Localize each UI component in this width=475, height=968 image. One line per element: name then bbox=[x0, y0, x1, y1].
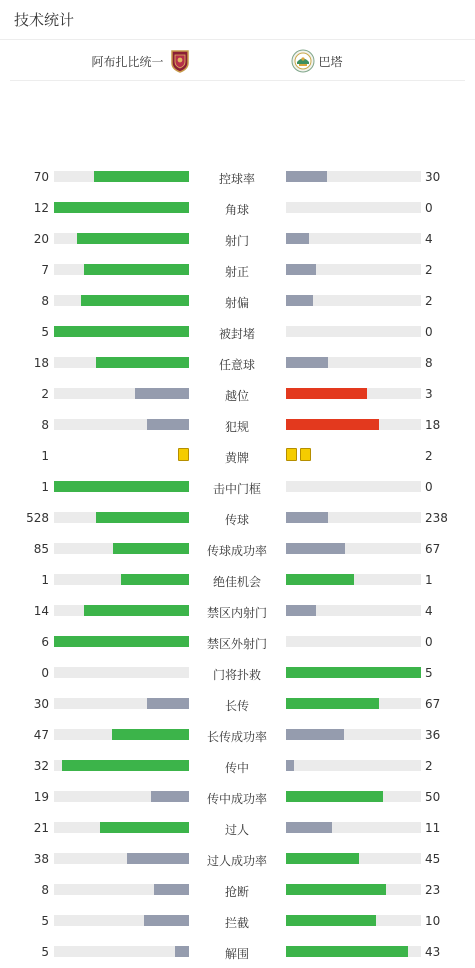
home-value: 1 bbox=[41, 573, 49, 587]
stat-row bbox=[0, 224, 475, 255]
home-bar-track bbox=[54, 915, 189, 926]
home-bar bbox=[96, 512, 189, 523]
away-bar-track bbox=[286, 667, 421, 678]
stat-label: 控球率 bbox=[218, 172, 255, 186]
home-value: 8 bbox=[41, 294, 49, 308]
home-value: 30 bbox=[33, 697, 49, 711]
away-bar bbox=[286, 915, 376, 926]
stat-row bbox=[0, 627, 475, 658]
stat-label: 拦截 bbox=[224, 916, 249, 930]
stat-label: 过人 bbox=[224, 823, 249, 837]
away-bar bbox=[286, 853, 359, 864]
home-value: 1 bbox=[41, 449, 49, 463]
home-bar-track bbox=[54, 946, 189, 957]
home-bar bbox=[112, 729, 189, 740]
stat-label: 传球成功率 bbox=[206, 544, 267, 558]
away-bar-track bbox=[286, 543, 421, 554]
stat-label: 射正 bbox=[224, 265, 249, 279]
home-bar bbox=[81, 295, 189, 306]
home-bar bbox=[77, 233, 189, 244]
home-value: 5 bbox=[41, 325, 49, 339]
away-bar-track bbox=[286, 574, 421, 585]
away-bar-track bbox=[286, 295, 421, 306]
home-value: 47 bbox=[33, 728, 49, 742]
away-value: 238 bbox=[425, 511, 448, 525]
home-value: 70 bbox=[33, 170, 49, 184]
stat-label: 传中成功率 bbox=[206, 792, 267, 806]
home-bar bbox=[54, 636, 189, 647]
stat-label: 长传 bbox=[224, 699, 249, 713]
stat-row bbox=[0, 906, 475, 937]
away-bar-track bbox=[286, 512, 421, 523]
stat-row bbox=[0, 720, 475, 751]
stat-row bbox=[0, 472, 475, 503]
yellow-card-icon bbox=[300, 448, 311, 461]
home-bar bbox=[100, 822, 189, 833]
away-bar-track bbox=[286, 326, 421, 337]
home-bar bbox=[54, 326, 189, 337]
stat-label: 门将扑救 bbox=[212, 668, 261, 682]
stat-label: 越位 bbox=[224, 389, 249, 403]
stat-label: 绝佳机会 bbox=[212, 575, 261, 589]
away-bar bbox=[286, 543, 345, 554]
home-bar-track bbox=[54, 822, 189, 833]
home-bar bbox=[144, 915, 189, 926]
home-value: 38 bbox=[33, 852, 49, 866]
stat-row bbox=[0, 317, 475, 348]
away-value: 4 bbox=[425, 232, 433, 246]
stat-label: 解围 bbox=[224, 947, 249, 961]
stat-row bbox=[0, 193, 475, 224]
home-bar bbox=[84, 605, 189, 616]
away-value: 67 bbox=[425, 697, 441, 711]
away-bar bbox=[286, 822, 332, 833]
away-bar bbox=[286, 698, 379, 709]
away-team-name: 巴塔 bbox=[318, 54, 343, 69]
away-bar bbox=[286, 419, 379, 430]
stat-row bbox=[0, 875, 475, 906]
away-bar-track bbox=[286, 791, 421, 802]
home-value: 21 bbox=[33, 821, 49, 835]
home-value: 1 bbox=[41, 480, 49, 494]
away-team[interactable] bbox=[291, 49, 343, 73]
home-bar-track bbox=[54, 264, 189, 275]
away-bar-track bbox=[286, 605, 421, 616]
home-bar-track bbox=[54, 326, 189, 337]
away-value: 10 bbox=[425, 914, 441, 928]
home-bar-track bbox=[54, 481, 189, 492]
home-bar bbox=[175, 946, 189, 957]
stat-label: 被封堵 bbox=[218, 327, 255, 341]
away-value: 2 bbox=[425, 759, 433, 773]
home-value: 32 bbox=[33, 759, 49, 773]
stat-label: 黄牌 bbox=[224, 451, 249, 465]
stat-row bbox=[0, 658, 475, 689]
home-bar-track bbox=[54, 884, 189, 895]
home-bar-track bbox=[54, 853, 189, 864]
away-value: 4 bbox=[425, 604, 433, 618]
stat-label: 角球 bbox=[224, 203, 249, 217]
away-value: 50 bbox=[425, 790, 441, 804]
home-bar bbox=[54, 481, 189, 492]
away-value: 0 bbox=[425, 480, 433, 494]
yellow-card-icon bbox=[178, 448, 189, 461]
home-bar bbox=[121, 574, 189, 585]
stat-label: 任意球 bbox=[218, 358, 255, 372]
home-bar bbox=[154, 884, 189, 895]
stat-row bbox=[0, 937, 475, 968]
away-bar bbox=[286, 667, 421, 678]
home-value: 6 bbox=[41, 635, 49, 649]
stat-row bbox=[0, 596, 475, 627]
away-value: 36 bbox=[425, 728, 441, 742]
stat-row bbox=[0, 441, 475, 472]
away-value: 2 bbox=[425, 294, 433, 308]
away-bar bbox=[286, 295, 313, 306]
away-value: 5 bbox=[425, 666, 433, 680]
stat-row bbox=[0, 844, 475, 875]
away-bar-track bbox=[286, 946, 421, 957]
stat-label: 射偏 bbox=[224, 296, 249, 310]
away-value: 2 bbox=[425, 449, 433, 463]
away-bar-track bbox=[286, 853, 421, 864]
stat-label: 过人成功率 bbox=[206, 854, 267, 868]
stat-row bbox=[0, 782, 475, 813]
home-bar bbox=[54, 202, 189, 213]
away-value: 0 bbox=[425, 201, 433, 215]
home-bar bbox=[127, 853, 189, 864]
home-value: 5 bbox=[41, 914, 49, 928]
away-bar-track bbox=[286, 760, 421, 771]
away-bar-track bbox=[286, 729, 421, 740]
home-bar-track bbox=[54, 512, 189, 523]
home-bar-track bbox=[54, 171, 189, 182]
home-bar-track bbox=[54, 357, 189, 368]
away-bar-track bbox=[286, 481, 421, 492]
stat-row bbox=[0, 503, 475, 534]
stat-label: 击中门框 bbox=[212, 482, 261, 496]
home-value: 2 bbox=[41, 387, 49, 401]
away-bar-track bbox=[286, 171, 421, 182]
home-value: 18 bbox=[33, 356, 49, 370]
home-bar-track bbox=[54, 202, 189, 213]
home-bar bbox=[151, 791, 189, 802]
away-value: 30 bbox=[425, 170, 441, 184]
home-bar-track bbox=[54, 419, 189, 430]
away-bar-track bbox=[286, 388, 421, 399]
home-value: 85 bbox=[33, 542, 49, 556]
away-bar bbox=[286, 884, 386, 895]
away-bar bbox=[286, 791, 383, 802]
home-bar-track bbox=[54, 295, 189, 306]
away-bar-track bbox=[286, 822, 421, 833]
away-bar-track bbox=[286, 636, 421, 647]
away-bar bbox=[286, 512, 328, 523]
home-team-logo-icon bbox=[170, 49, 190, 73]
home-bar bbox=[135, 388, 189, 399]
away-bar-track bbox=[286, 264, 421, 275]
away-value: 0 bbox=[425, 635, 433, 649]
away-value: 11 bbox=[425, 821, 441, 835]
home-value: 19 bbox=[33, 790, 49, 804]
home-value: 20 bbox=[33, 232, 49, 246]
stat-row bbox=[0, 751, 475, 782]
stat-row bbox=[0, 162, 475, 193]
stat-label: 犯规 bbox=[224, 420, 249, 434]
away-bar bbox=[286, 171, 327, 182]
stat-row bbox=[0, 286, 475, 317]
away-cards bbox=[286, 448, 311, 461]
stat-row bbox=[0, 255, 475, 286]
away-value: 2 bbox=[425, 263, 433, 277]
home-value: 0 bbox=[41, 666, 49, 680]
stat-row bbox=[0, 565, 475, 596]
stat-label: 禁区内射门 bbox=[206, 606, 267, 620]
away-team-logo-icon bbox=[291, 49, 315, 73]
away-bar-track bbox=[286, 202, 421, 213]
away-bar bbox=[286, 264, 316, 275]
home-value: 8 bbox=[41, 883, 49, 897]
stat-label: 抢断 bbox=[224, 885, 249, 899]
stat-label: 长传成功率 bbox=[206, 730, 267, 744]
stat-row bbox=[0, 379, 475, 410]
stat-row bbox=[0, 410, 475, 441]
away-value: 0 bbox=[425, 325, 433, 339]
away-value: 43 bbox=[425, 945, 441, 959]
home-bar bbox=[62, 760, 189, 771]
stat-label: 禁区外射门 bbox=[206, 637, 267, 651]
stat-label: 传球 bbox=[224, 513, 249, 527]
home-value: 528 bbox=[26, 511, 49, 525]
stat-row bbox=[0, 348, 475, 379]
away-bar-track bbox=[286, 884, 421, 895]
home-value: 5 bbox=[41, 945, 49, 959]
home-value: 14 bbox=[33, 604, 49, 618]
home-bar-track bbox=[54, 233, 189, 244]
teams-header bbox=[10, 40, 465, 81]
home-bar bbox=[147, 698, 189, 709]
home-bar bbox=[94, 171, 189, 182]
home-bar-track bbox=[54, 791, 189, 802]
page-title: 技术统计 bbox=[0, 0, 475, 40]
away-bar bbox=[286, 357, 328, 368]
home-bar-track bbox=[54, 388, 189, 399]
stat-row bbox=[0, 813, 475, 844]
stat-row bbox=[0, 689, 475, 720]
home-value: 12 bbox=[33, 201, 49, 215]
yellow-card-icon bbox=[286, 448, 297, 461]
away-bar bbox=[286, 574, 354, 585]
home-bar bbox=[84, 264, 189, 275]
home-team[interactable] bbox=[91, 49, 189, 73]
away-bar-track bbox=[286, 357, 421, 368]
away-bar-track bbox=[286, 419, 421, 430]
away-bar bbox=[286, 388, 367, 399]
home-bar bbox=[147, 419, 189, 430]
away-value: 8 bbox=[425, 356, 433, 370]
home-bar-track bbox=[54, 636, 189, 647]
home-bar-track bbox=[54, 760, 189, 771]
away-value: 18 bbox=[425, 418, 441, 432]
away-value: 1 bbox=[425, 573, 433, 587]
away-bar-track bbox=[286, 698, 421, 709]
home-bar-track bbox=[54, 667, 189, 678]
stat-row bbox=[0, 534, 475, 565]
away-bar-track bbox=[286, 233, 421, 244]
away-bar bbox=[286, 233, 309, 244]
away-bar-track bbox=[286, 915, 421, 926]
home-bar-track bbox=[54, 543, 189, 554]
home-bar-track bbox=[54, 729, 189, 740]
away-bar bbox=[286, 760, 294, 771]
home-value: 8 bbox=[41, 418, 49, 432]
away-bar bbox=[286, 605, 316, 616]
away-value: 45 bbox=[425, 852, 441, 866]
stat-label: 传中 bbox=[224, 761, 249, 775]
home-bar bbox=[113, 543, 189, 554]
away-value: 3 bbox=[425, 387, 433, 401]
home-bar-track bbox=[54, 574, 189, 585]
away-bar bbox=[286, 946, 408, 957]
home-bar-track bbox=[54, 605, 189, 616]
away-value: 23 bbox=[425, 883, 441, 897]
away-bar bbox=[286, 729, 344, 740]
home-cards bbox=[178, 448, 189, 461]
home-bar bbox=[96, 357, 189, 368]
home-bar-track bbox=[54, 698, 189, 709]
home-team-name: 阿布扎比统一 bbox=[91, 54, 164, 69]
away-value: 67 bbox=[425, 542, 441, 556]
stat-label: 射门 bbox=[224, 234, 249, 248]
home-value: 7 bbox=[41, 263, 49, 277]
